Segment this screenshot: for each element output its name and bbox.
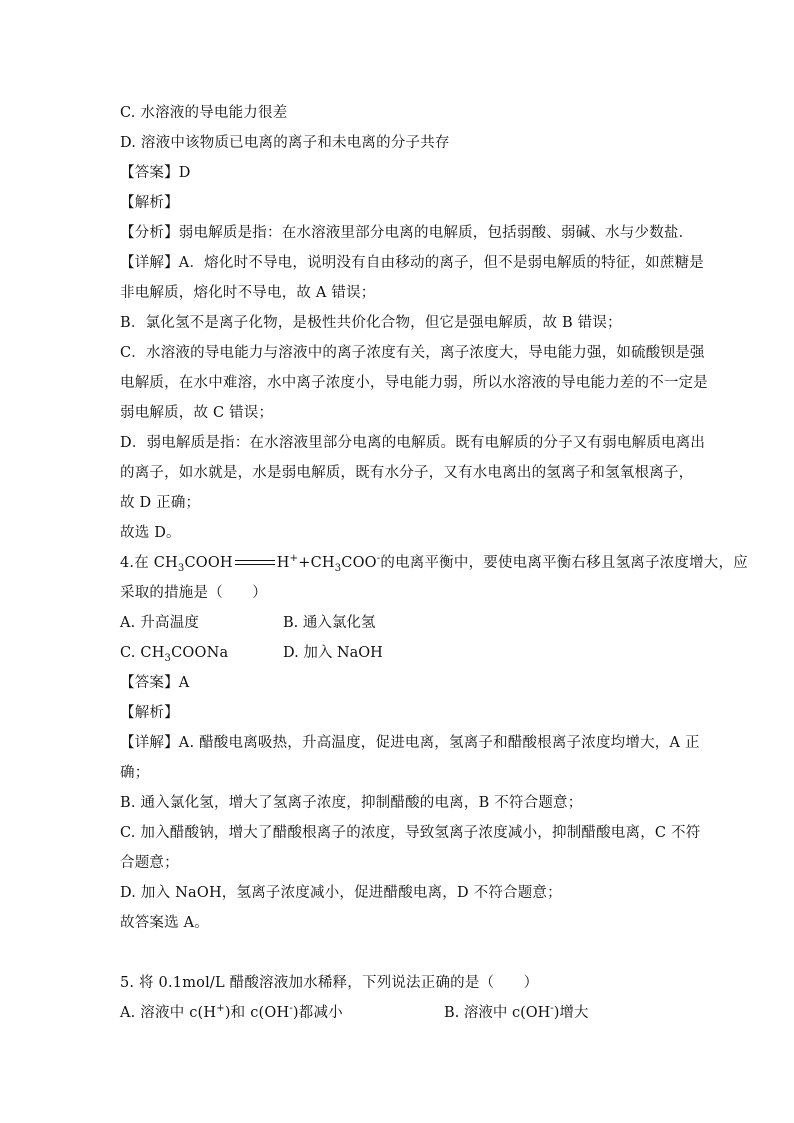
question-4-stem-cont: 采取的措施是（ ） xyxy=(120,585,267,601)
conclusion-line: 故答案选 A。 xyxy=(120,915,209,931)
detail-line: B. 通入氯化氢，增大了氢离子浓度，抑制醋酸的电离，B 不符合题意； xyxy=(120,795,583,811)
question-4-option-a: A. 升高温度 xyxy=(120,615,200,631)
question-5-stem: 5. 将 0.1mol/L 醋酸溶液加水稀释，下列说法正确的是（ ） xyxy=(120,975,539,991)
question-4-stem: 4.在 $CH_3COOH$ $H^++CH_3COO^-$的电离平衡中，要使电离平衡右移且氢离子浓度增大，应 xyxy=(120,553,748,574)
answer-line: 【答案】D xyxy=(120,165,191,181)
detail-line: 弱电解质，故 C 错误； xyxy=(120,405,274,421)
detail-line: 合题意； xyxy=(120,855,179,871)
analysis-text: 【分析】弱电解质是指：在水溶液里部分电离的电解质，包括弱酸、弱碱、水与少数盐． xyxy=(120,225,694,241)
detail-line: 非电解质，熔化时不导电，故 A 错误； xyxy=(120,285,376,301)
question-4-option-c: C. $CH_3COONa$ xyxy=(120,645,229,664)
detail-line: D. 加入 NaOH，氢离子浓度减小，促进醋酸电离，D 不符合题意； xyxy=(120,885,562,901)
detail-line: 的离子，如水就是，水是弱电解质，既有水分子，又有水电离出的氢离子和氢氧根离子， xyxy=(120,465,694,481)
detail-line: 故 D 正确； xyxy=(120,495,201,511)
detail-line: 【详解】A. 醋酸电离吸热，升高温度，促进电离，氢离子和醋酸根离子浓度均增大，A 正 xyxy=(120,735,700,751)
equilibrium-arrow-icon xyxy=(233,558,277,568)
question-5-option-b: B. 溶液中 c(OH-)增大 xyxy=(444,1003,589,1021)
analysis-heading: 【解析】 xyxy=(120,705,179,721)
detail-line: 确； xyxy=(120,765,150,781)
detail-line: 电解质，在水中难溶，水中离子浓度小，导电能力弱，所以水溶液的导电能力差的不一定是 xyxy=(120,375,708,391)
answer-line: 【答案】A xyxy=(120,675,190,691)
question-4-option-d: D. 加入 NaOH xyxy=(283,645,383,661)
detail-line: 【详解】A．熔化时不导电，说明没有自由移动的离子，但不是弱电解质的特征，如蔗糖是 xyxy=(120,255,704,271)
question-5-option-a: A. 溶液中 c(H+)和 c(OH-)都减小 xyxy=(120,1003,343,1021)
detail-line: C．水溶液的导电能力与溶液中的离子浓度有关，离子浓度大，导电能力强，如硫酸钡是强 xyxy=(120,345,705,361)
detail-line: C. 加入醋酸钠，增大了醋酸根离子的浓度，导致氢离子浓度减小，抑制醋酸电离，C 不符 xyxy=(120,825,701,841)
conclusion-line: 故选 D。 xyxy=(120,525,181,541)
detail-line: B．氯化氢不是离子化物，是极性共价化合物，但它是强电解质，故 B 错误； xyxy=(120,315,622,331)
analysis-heading: 【解析】 xyxy=(120,195,179,211)
option-c-line: C. 水溶液的导电能力很差 xyxy=(120,105,288,121)
option-d-line: D. 溶液中该物质已电离的离子和未电离的分子共存 xyxy=(120,135,450,151)
question-4-option-b: B. 通入氯化氢 xyxy=(283,615,376,631)
detail-line: D．弱电解质是指：在水溶液里部分电离的电解质。既有电解质的分子又有弱电解质电离出 xyxy=(120,435,706,451)
